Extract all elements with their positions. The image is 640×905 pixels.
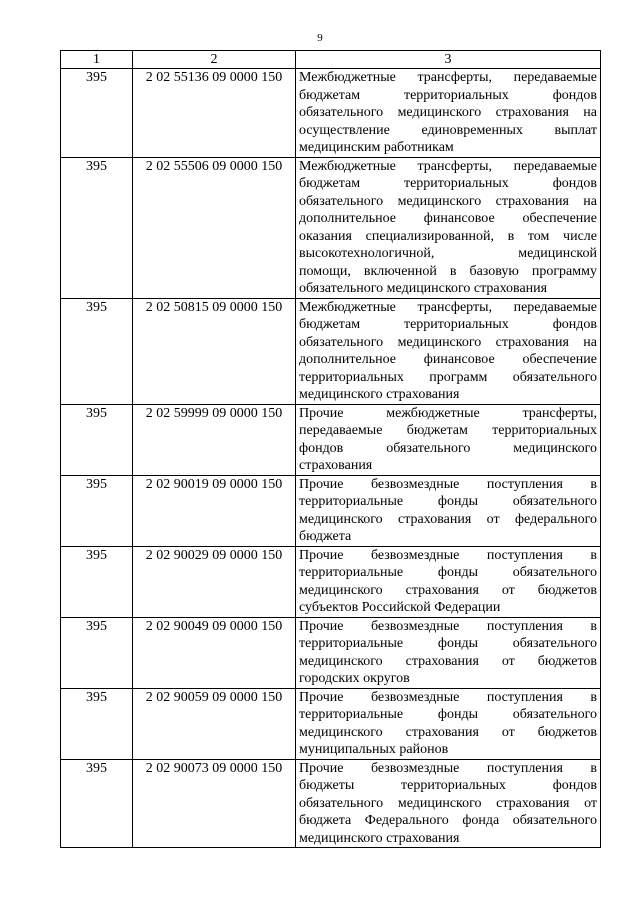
description-line: бюджетам территориальных фондов: [299, 176, 597, 191]
description-line: бюджетам территориальных фондов: [299, 317, 597, 332]
description-line: медицинского страхования от бюджетов: [299, 724, 597, 740]
description-line: дополнительное финансовое обеспечение: [299, 352, 597, 367]
income-description-cell: [296, 157, 601, 298]
description-line: обязательного медицинского страхования: [299, 281, 548, 296]
description-line: бюджетам территориальных фондов: [299, 87, 597, 103]
table-row: [61, 157, 601, 298]
column-header-2: 2: [133, 51, 296, 69]
description-line: Межбюджетные трансферты, передаваемые: [299, 70, 597, 85]
description-line: фондов обязательного медицинского: [299, 440, 597, 456]
admin-code-cell: 395: [61, 298, 133, 404]
description-line: территориальные фонды обязательного: [299, 565, 597, 580]
description-line: помощи, включенной в базовую программу: [299, 263, 597, 279]
table-row: [61, 69, 601, 158]
income-description-cell: [296, 546, 601, 617]
admin-code-cell: 395: [61, 404, 133, 475]
table-row: [61, 475, 601, 546]
budget-classification-code-cell: 2 02 55506 09 0000 150: [133, 157, 296, 298]
description-line: территориальные фонды обязательного: [299, 707, 597, 722]
admin-code-cell: 395: [61, 475, 133, 546]
description-line: медицинским работникам: [299, 140, 454, 155]
description-line: Прочие безвозмездные поступления в: [299, 760, 597, 776]
admin-code-cell: 395: [61, 688, 133, 759]
column-header-1: 1: [61, 51, 133, 69]
income-description-cell: [296, 759, 601, 848]
description-line: Прочие безвозмездные поступления в: [299, 547, 597, 563]
budget-codes-table: [60, 50, 601, 848]
description-line: Межбюджетные трансферты, передаваемые: [299, 158, 597, 174]
description-line: медицинского страхования от бюджетов: [299, 582, 597, 598]
income-description-cell: [296, 475, 601, 546]
description-line: территориальные фонды обязательного: [299, 494, 597, 509]
column-header-3: 3: [296, 51, 601, 69]
description-line: медицинского страхования от федерального: [299, 511, 597, 527]
description-line: Прочие безвозмездные поступления в: [299, 476, 597, 492]
table-row: [61, 546, 601, 617]
admin-code-cell: 395: [61, 546, 133, 617]
description-line: Межбюджетные трансферты, передаваемые: [299, 299, 597, 315]
description-line: субъектов Российской Федерации: [299, 600, 501, 615]
description-line: высокотехнологичной, медицинской: [299, 246, 597, 261]
budget-classification-code-cell: 2 02 59999 09 0000 150: [133, 404, 296, 475]
budget-classification-code-cell: 2 02 90029 09 0000 150: [133, 546, 296, 617]
description-line: обязательного медицинского страхования от: [299, 795, 597, 811]
description-line: Прочие безвозмездные поступления в: [299, 689, 597, 705]
description-line: дополнительное финансовое обеспечение: [299, 211, 597, 226]
description-line: страхования: [299, 458, 373, 473]
table-row: [61, 617, 601, 688]
description-line: бюджеты территориальных фондов: [299, 778, 597, 793]
admin-code-cell: 395: [61, 759, 133, 848]
column-number-row: [61, 51, 601, 69]
description-line: территориальных программ обязательного: [299, 369, 597, 385]
admin-code-cell: 395: [61, 157, 133, 298]
income-description-cell: [296, 617, 601, 688]
description-line: оказания специализированной, в том числе: [299, 228, 597, 244]
description-line: городских округов: [299, 671, 410, 686]
description-line: передаваемые бюджетам территориальных: [299, 423, 597, 438]
admin-code-cell: 395: [61, 69, 133, 158]
description-line: обязательного медицинского страхования на: [299, 105, 597, 120]
table-row: [61, 298, 601, 404]
table-row: [61, 759, 601, 848]
description-line: Прочие межбюджетные трансферты,: [299, 405, 597, 421]
budget-classification-code-cell: 2 02 90019 09 0000 150: [133, 475, 296, 546]
description-line: медицинского страхования от бюджетов: [299, 653, 597, 669]
table-row: [61, 404, 601, 475]
admin-code-cell: 395: [61, 617, 133, 688]
income-description-cell: [296, 404, 601, 475]
budget-classification-code-cell: 2 02 90059 09 0000 150: [133, 688, 296, 759]
description-line: Прочие безвозмездные поступления в: [299, 618, 597, 634]
budget-classification-code-cell: 2 02 90073 09 0000 150: [133, 759, 296, 848]
description-line: медицинского страхования: [299, 830, 460, 846]
budget-classification-code-cell: 2 02 90049 09 0000 150: [133, 617, 296, 688]
page-number: 9: [317, 32, 323, 44]
description-line: обязательного медицинского страхования на: [299, 193, 597, 209]
description-line: медицинского страхования: [299, 387, 460, 402]
budget-classification-code-cell: 2 02 55136 09 0000 150: [133, 69, 296, 158]
income-description-cell: [296, 69, 601, 158]
income-description-cell: [296, 298, 601, 404]
description-line: обязательного медицинского страхования на: [299, 334, 597, 350]
description-line: осуществление единовременных выплат: [299, 122, 597, 138]
description-line: муниципальных районов: [299, 742, 449, 757]
description-line: бюджета Федерального фонда обязательного: [299, 813, 597, 828]
description-line: территориальные фонды обязательного: [299, 636, 597, 651]
table-row: [61, 688, 601, 759]
income-description-cell: [296, 688, 601, 759]
budget-classification-code-cell: 2 02 50815 09 0000 150: [133, 298, 296, 404]
description-line: бюджета: [299, 529, 352, 544]
